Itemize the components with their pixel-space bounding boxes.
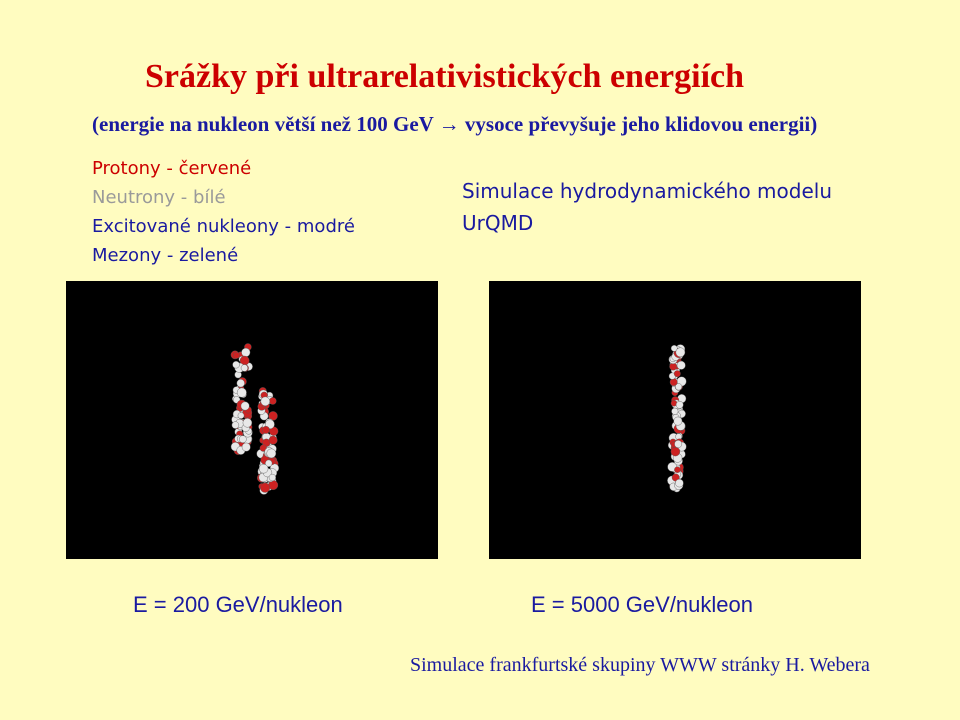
nucleon-particle	[261, 397, 270, 406]
nucleon-particle	[259, 464, 268, 473]
nucleon-particle	[269, 436, 277, 444]
legend-excited-nucleons: Excitované nukleony - modré	[92, 216, 355, 237]
nucleon-particle	[242, 348, 251, 357]
nucleon-particle	[675, 440, 682, 447]
nucleon-particle	[237, 379, 245, 387]
nucleon-particle	[674, 417, 682, 425]
nucleon-particle	[243, 418, 252, 427]
nucleon-particle	[269, 474, 276, 481]
nucleon-particle	[241, 402, 249, 410]
collision-image-5000gev	[489, 281, 861, 559]
nucleon-particle	[238, 413, 244, 419]
nucleus-cluster-a	[231, 344, 253, 455]
nucleon-particle	[674, 467, 680, 473]
nucleus-cluster-merged	[667, 345, 686, 493]
legend-mesons: Mezony - zelené	[92, 245, 239, 266]
nucleon-particle	[269, 398, 276, 405]
caption-5000gev: E = 5000 GeV/nukleon	[531, 592, 753, 617]
nucleon-particle	[675, 479, 683, 487]
nucleon-particle	[232, 422, 239, 429]
simulation-panel-200gev	[66, 281, 438, 559]
collision-image-200gev	[66, 281, 438, 559]
slide-subtitle: (energie na nukleon větší než 100 GeV → vysoce převyšuje jeho klidovou energii)	[92, 112, 818, 136]
nucleon-particle	[242, 443, 250, 451]
nucleon-particle	[260, 483, 270, 493]
nucleon-particle	[676, 401, 683, 408]
nucleon-particle	[237, 388, 246, 397]
nucleon-particle	[233, 361, 240, 368]
simulation-panel-5000gev	[489, 281, 861, 559]
legend-neutrons: Neutrony - bílé	[92, 187, 226, 208]
nucleus-cluster-b	[257, 387, 279, 494]
nucleon-particle	[671, 447, 680, 456]
simulation-line-1: Simulace hydrodynamického modelu	[462, 179, 832, 203]
legend-protons: Protony - červené	[92, 158, 252, 179]
simulation-heading	[462, 175, 832, 239]
nucleon-particle	[676, 348, 685, 357]
caption-200gev: E = 200 GeV/nukleon	[133, 592, 343, 617]
simulation-line-2: UrQMD	[462, 211, 534, 235]
nucleon-particle	[672, 408, 679, 415]
nucleon-particle	[670, 378, 677, 385]
nucleon-particle	[267, 449, 276, 458]
nucleon-particle	[674, 371, 680, 377]
credit-line: Simulace frankfurtské skupiny WWW stránky H. Webera	[410, 654, 870, 676]
nucleon-particle	[241, 365, 248, 372]
slide-title: Srážky při ultrarelativistických energiích	[145, 58, 745, 95]
nucleon-particle	[233, 352, 239, 358]
nucleon-particle	[677, 361, 685, 369]
nucleon-particle	[262, 426, 269, 433]
